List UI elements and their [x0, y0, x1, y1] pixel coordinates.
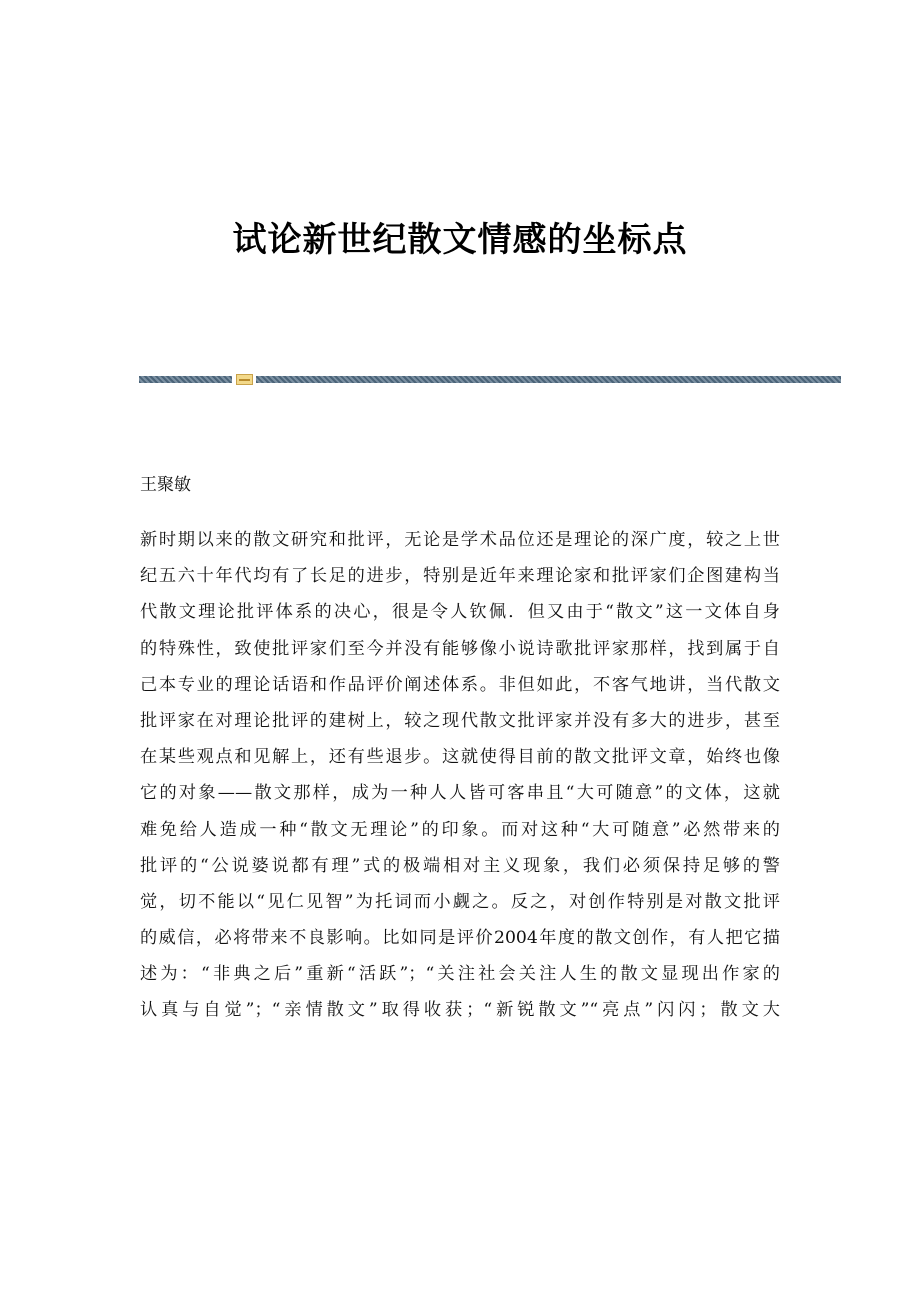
divider-bar-left: [139, 376, 232, 383]
paragraph-line: 批评的“公说婆说都有理”式的极端相对主义现象，我们必须保持足够的警: [140, 855, 780, 876]
paragraph-line: 的威信，必将带来不良影响。比如同是评价2004年度的散文创作，有人把它描: [140, 928, 780, 949]
body-paragraph: [140, 522, 780, 1029]
paragraph-line: 纪五六十年代均有了长足的进步，特别是近年来理论家和批评家们企图建构当: [140, 566, 780, 587]
paragraph-line: 在某些观点和见解上，还有些退步。这就使得目前的散文批评文章，始终也像: [140, 747, 780, 768]
author-name: 王聚敏: [140, 475, 191, 495]
paragraph-line: 新时期以来的散文研究和批评，无论是学术品位还是理论的深广度，较之上世: [140, 530, 780, 550]
paragraph-line: 觉，切不能以“见仁见智”为托词而小觑之。反之，对创作特别是对散文批评: [140, 891, 780, 912]
paragraph-line: 的特殊性，致使批评家们至今并没有能够像小说诗歌批评家那样，找到属于自: [140, 638, 780, 659]
paragraph-line: 它的对象——散文那样，成为一种人人皆可客串且“大可随意”的文体，这就: [140, 783, 780, 804]
title-divider: [139, 374, 841, 384]
paragraph-line: 己本专业的理论话语和作品评价阐述体系。非但如此，不客气地讲，当代散文: [140, 674, 780, 695]
document-title: 试论新世纪散文情感的坐标点: [232, 220, 688, 260]
paragraph-line: 代散文理论批评体系的决心，很是令人钦佩．但又由于“散文”这一文体自身: [140, 602, 780, 623]
divider-bar-right: [256, 376, 841, 383]
paragraph-line: 难免给人造成一种“散文无理论”的印象。而对这种“大可随意”必然带来的: [140, 819, 780, 840]
divider-emblem-icon: [236, 374, 253, 385]
paragraph-line: 批评家在对理论批评的建树上，较之现代散文批评家并没有多大的进步，甚至: [140, 710, 780, 731]
paragraph-line: 认真与自觉”；“亲情散文”取得收获；“新锐散文”“亮点”闪闪；散文大: [140, 1000, 780, 1021]
paragraph-line: 述为：“非典之后”重新“活跃”；“关注社会关注人生的散文显现出作家的: [140, 964, 780, 985]
